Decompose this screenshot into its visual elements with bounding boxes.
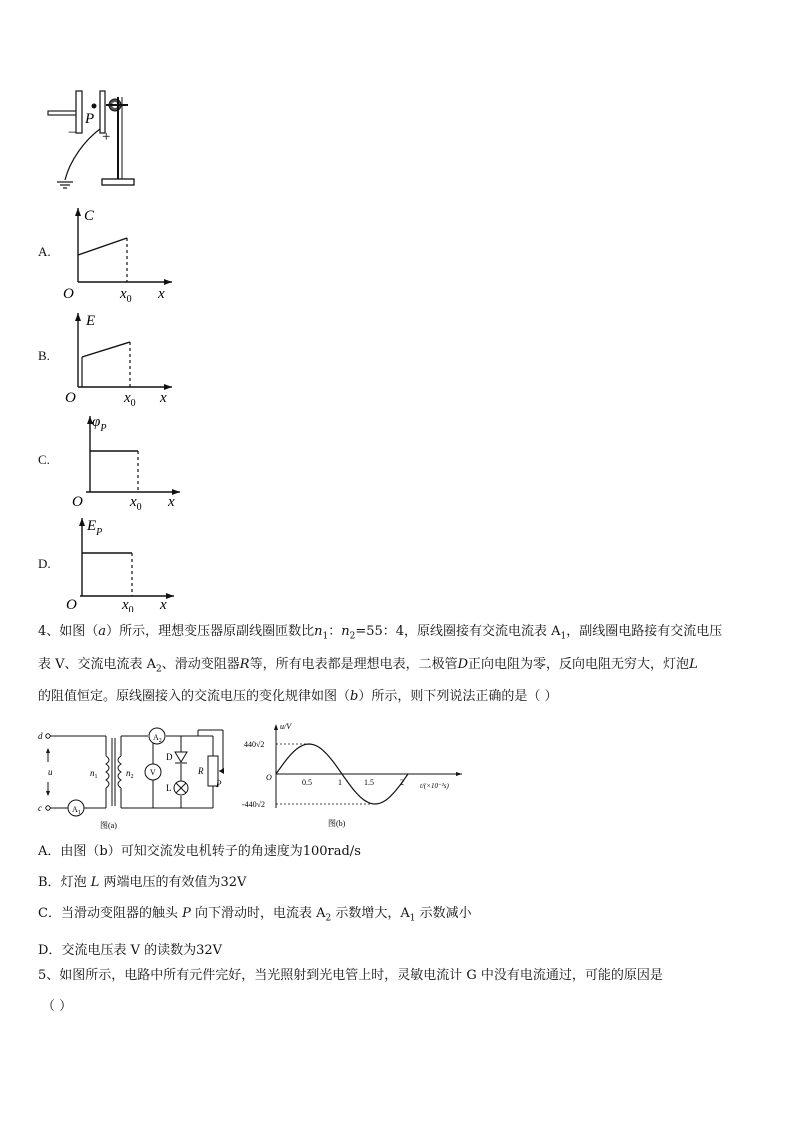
fig-a-a2-sub: 2 (158, 738, 162, 744)
apparatus-figure (40, 85, 150, 190)
option-c-xlabel: x (168, 494, 175, 510)
option-d-xlabel: x (160, 597, 167, 612)
svg-text:x0 (129, 494, 142, 513)
option-a-curve (78, 238, 127, 255)
fig-b-xlabel: t/(×10⁻²s) (420, 782, 449, 790)
svg-text:x0 (123, 390, 136, 409)
choice-d[interactable]: D．交流电压表 V 的读数为32V (38, 942, 223, 958)
fig-a-v: V (150, 768, 156, 777)
fig-b-ylabel: u/V (280, 722, 292, 731)
option-b-letter: B. (38, 348, 50, 363)
option-d-x0: x (122, 597, 129, 612)
choice-b[interactable]: B．灯泡 L 两端电压的有效值为32V (38, 875, 247, 890)
option-a-ylabel: C (84, 208, 95, 224)
fig-a-diode: D (166, 752, 173, 762)
fig-b-ymin: -440√2 (242, 800, 266, 809)
option-c-graph (68, 408, 188, 513)
choice-a[interactable]: A．由图（b）可知交流发电机转子的角速度为100rad/s (38, 844, 361, 859)
fig-b-tick-3: 2 (400, 778, 404, 787)
fig-a-n1-sub: 1 (94, 774, 98, 780)
option-d-letter: D. (38, 556, 51, 571)
question-4-line-3: 的阻值恒定。原线圈接入的交流电压的变化规律如图（b）所示，则下列说法正确的是（ ） (38, 689, 558, 705)
option-b-ylabel: E (86, 313, 96, 329)
fig-b-tick-0: 0.5 (302, 778, 312, 787)
option-d-ylabel: E (87, 518, 97, 534)
apparatus-label-p: P (85, 111, 95, 127)
figure-b-graph (240, 718, 470, 830)
fig-a-lamp: L (166, 783, 172, 793)
fig-a-p: P (216, 779, 222, 789)
fig-a-a2: A (153, 733, 159, 742)
question-4-text (38, 618, 760, 711)
option-d-x0-sub: 0 (128, 605, 134, 612)
svg-text:x0 (121, 597, 134, 612)
apparatus-label-plus: + (102, 129, 111, 145)
option-a-letter: A. (38, 244, 51, 259)
option-b-xlabel: x (160, 390, 167, 406)
option-a-xlabel: x (158, 286, 165, 302)
option-b-x0-sub: 0 (130, 398, 136, 409)
option-b-curve (82, 342, 130, 357)
fig-a-r: R (198, 766, 204, 776)
option-d-ylabel-sub: P (96, 527, 103, 538)
fig-a-caption: 图(a) (100, 821, 117, 830)
svg-text:n2 (126, 768, 134, 780)
option-a-x0: x (120, 286, 127, 302)
option-b-origin: O (65, 390, 76, 406)
fig-b-tick-2: 1.5 (364, 778, 374, 787)
choice-c[interactable]: C．当滑动变阻器的触头 P 向下滑动时，电流表 $A_2$ 示数增大，$A_1$ 示数减小 (38, 906, 472, 924)
fig-a-u: u (48, 767, 53, 777)
fig-a-d: d (38, 731, 43, 741)
question-4-number: 4、 (38, 624, 60, 639)
option-d-origin: O (66, 597, 77, 612)
fig-a-n2-sub: 2 (130, 774, 134, 780)
svg-text:φP (92, 414, 106, 434)
apparatus-label-minus: − (68, 125, 77, 141)
fig-a-a1: A (72, 805, 78, 814)
option-c-origin: O (72, 494, 83, 510)
question-5-text: 5、如图所示，电路中所有元件完好，当光照射到光电管上时，灵敏电流计 G 中没有电流通过，可能的原因是 （ ） (38, 960, 760, 1022)
question-4-line-1: 4、如图（a）所示，理想变压器原副线圈匝数比$n_1$：$n_2=55$：4，原线圈接有交流电流表 $A_1$，副线圈电路接有交流电压 (38, 624, 723, 642)
option-c-x0-sub: 0 (136, 502, 142, 513)
fig-a-n2: n (126, 768, 131, 778)
fig-b-ymax: 440√2 (244, 740, 265, 749)
svg-text:EP (86, 518, 102, 538)
question-5-bracket: （ ） (42, 999, 73, 1014)
fig-b-caption: 图(b) (328, 819, 346, 828)
option-c-letter: C. (38, 452, 50, 467)
svg-text:x0 (119, 286, 132, 305)
option-c-ylabel-sub: P (100, 423, 107, 434)
option-c-x0: x (130, 494, 137, 510)
fig-b-tick-1: 1 (338, 778, 342, 787)
option-a-x0-sub: 0 (126, 294, 132, 305)
fig-a-a1-sub: 1 (77, 810, 81, 816)
question-4-choices (38, 836, 760, 966)
option-a-origin: O (63, 286, 74, 302)
fig-a-c: c (38, 803, 42, 813)
option-d-graph (62, 512, 182, 612)
option-b-x0: x (124, 390, 131, 406)
svg-text:n1 (90, 768, 98, 780)
question-5-number: 5、 (38, 968, 60, 983)
option-c-ylabel: φ (92, 414, 101, 430)
option-a-graph (60, 200, 180, 305)
option-b-graph (60, 305, 180, 410)
fig-b-origin: O (266, 773, 272, 782)
fig-a-n1: n (90, 768, 95, 778)
figure-a-circuit (38, 726, 243, 832)
question-4-line-2: 表 V、交流电流表 $A_2$、滑动变阻器R等，所有电表都是理想电表，二极管D正向电阻为零，反向电阻无穷大，灯泡L (38, 656, 698, 675)
